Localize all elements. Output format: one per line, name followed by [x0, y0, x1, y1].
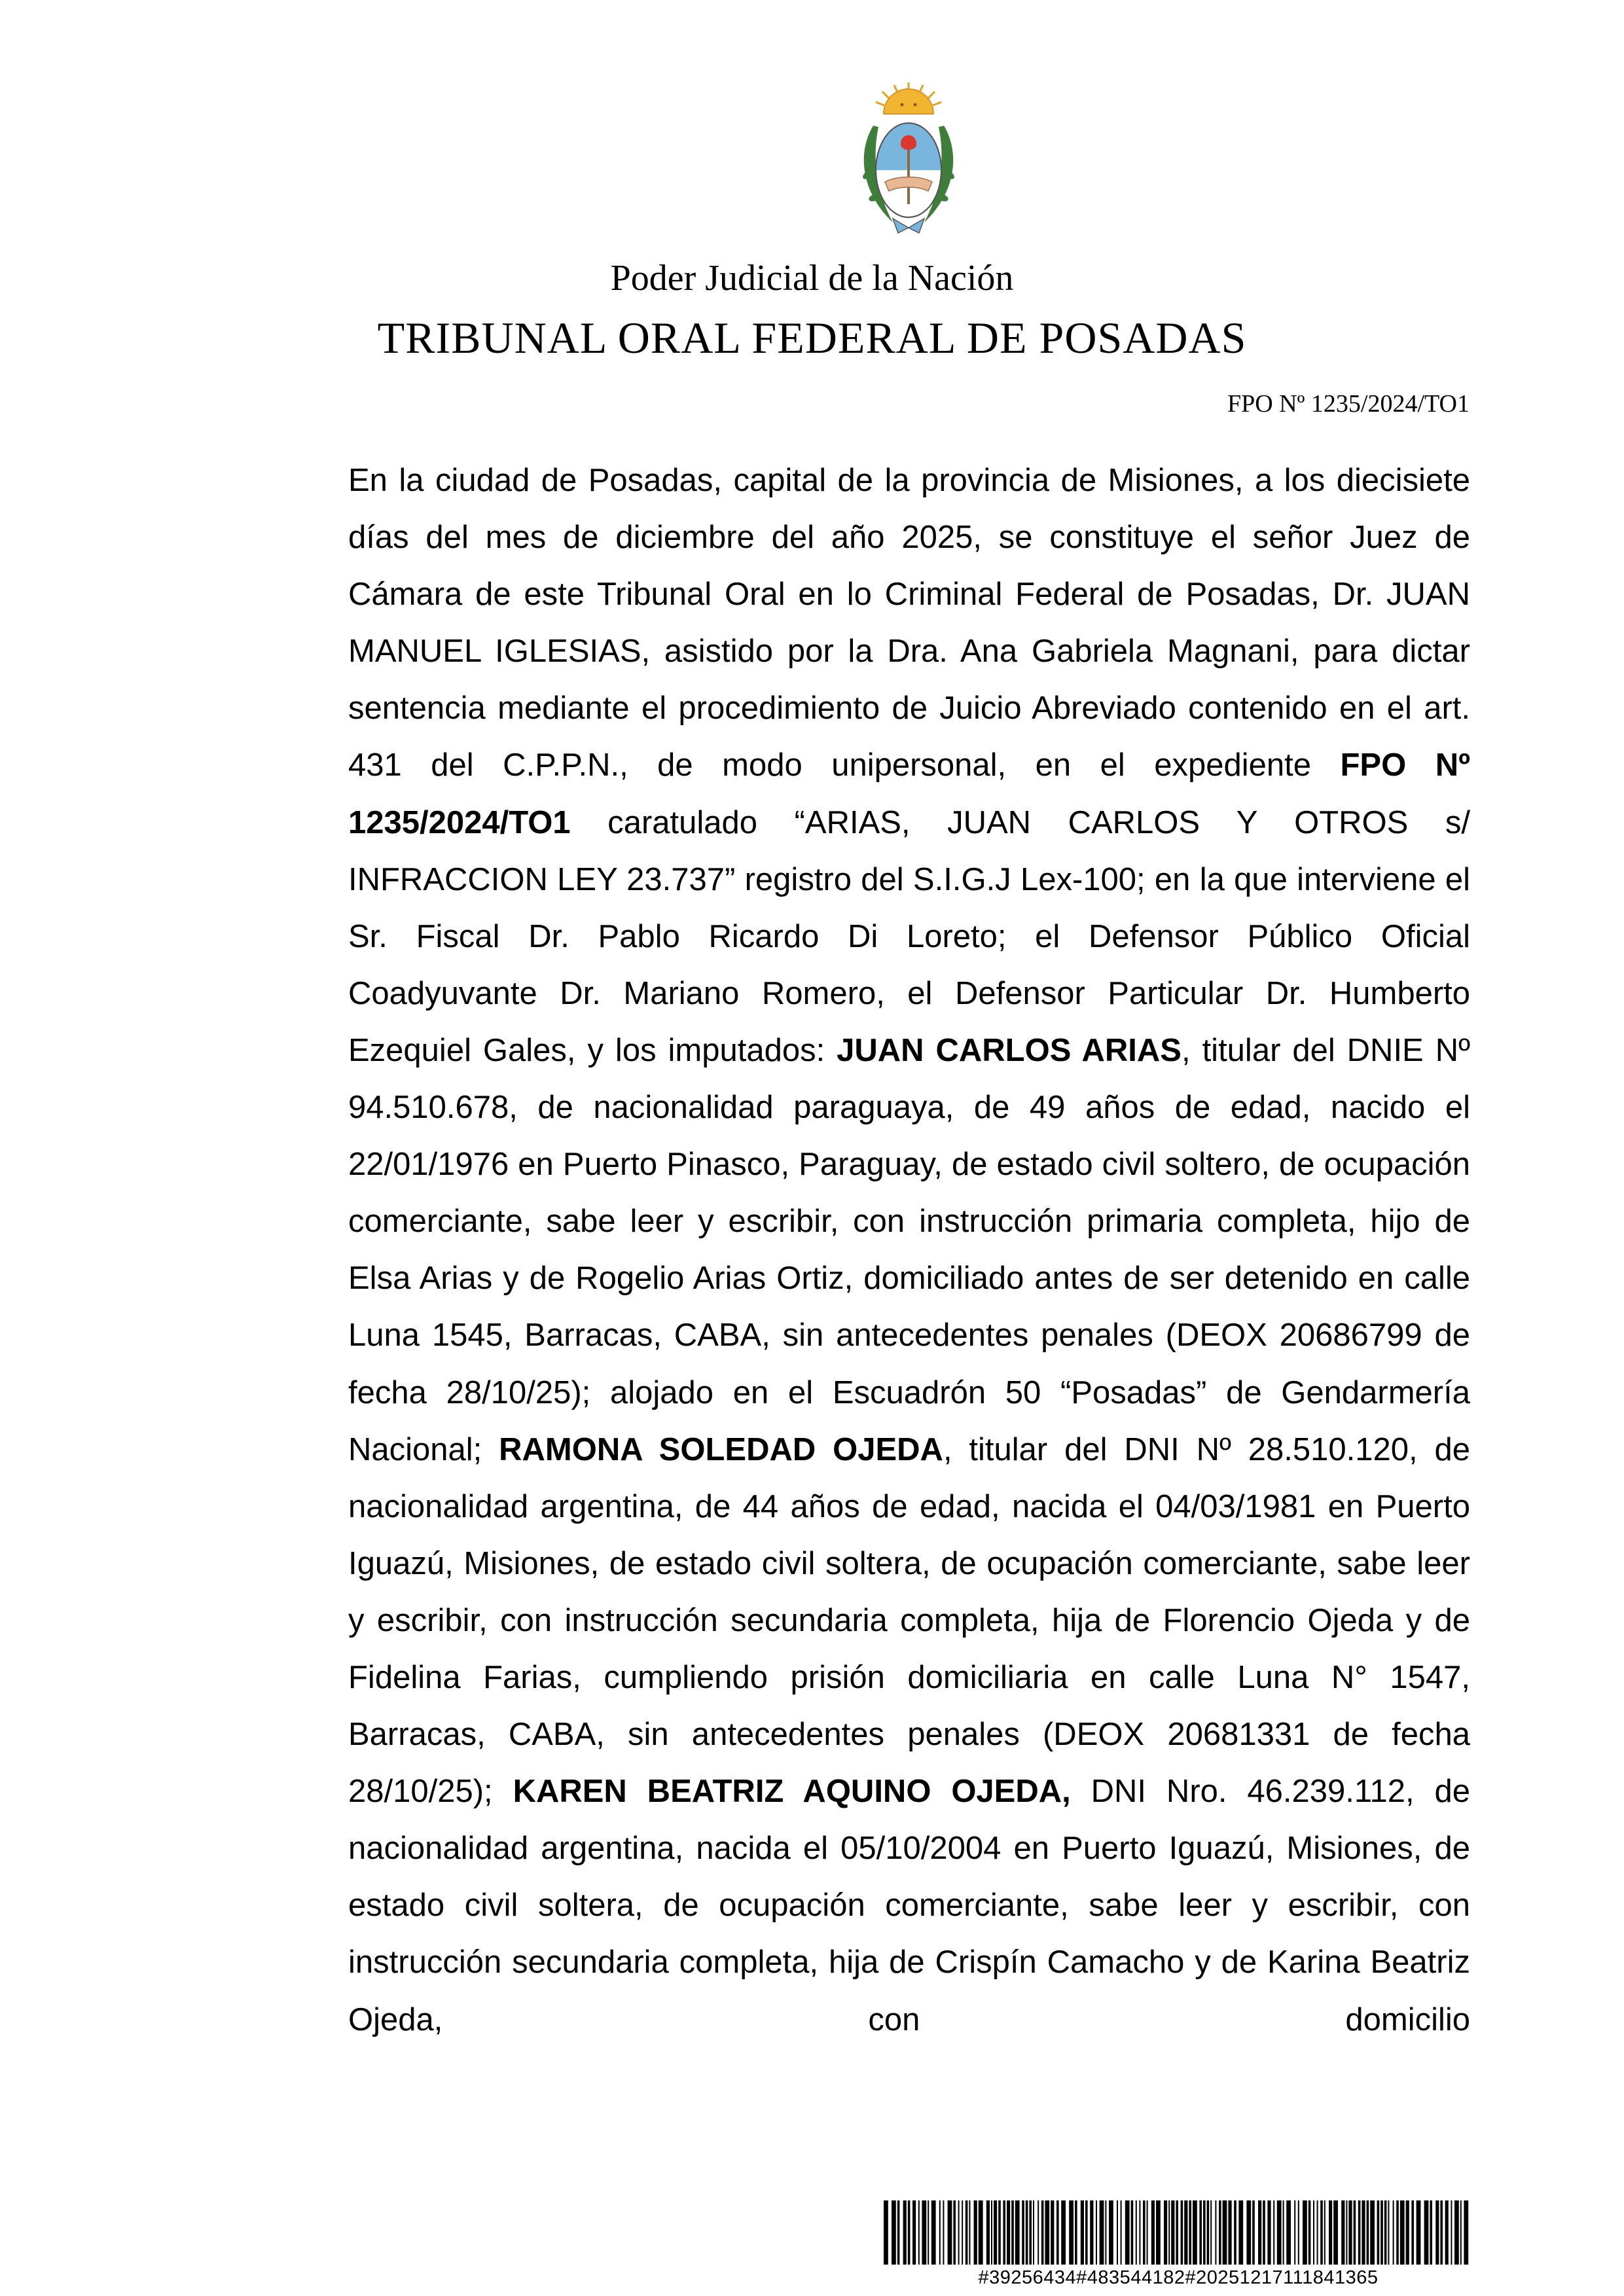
barcode-bar: [1022, 2200, 1024, 2265]
barcode-bar: [1324, 2200, 1326, 2265]
barcode-bar: [1451, 2200, 1452, 2265]
barcode-bar: [1396, 2200, 1399, 2265]
barcode-bar: [1303, 2200, 1307, 2265]
barcode-bar: [1384, 2200, 1387, 2265]
barcode-bar: [1168, 2200, 1170, 2265]
barcode-bar: [1333, 2200, 1338, 2265]
barcode-bar: [1069, 2200, 1074, 2265]
barcode-bar: [1358, 2200, 1361, 2265]
barcode-bar: [939, 2200, 941, 2265]
barcode-bar: [1193, 2200, 1197, 2265]
barcode-bar: [1105, 2200, 1106, 2265]
barcode-bar: [1348, 2200, 1352, 2265]
barcode-bar: [908, 2200, 911, 2265]
barcode-bar: [1435, 2200, 1439, 2265]
barcode-bar: [1283, 2200, 1284, 2265]
defendant-name-bold: JUAN CARLOS ARIAS: [837, 1032, 1182, 1068]
barcode-bar: [1189, 2200, 1191, 2265]
barcode-bar: [1298, 2200, 1299, 2265]
barcode-bar: [962, 2200, 963, 2265]
body-segment: caratulado “ARIAS, JUAN CARLOS Y OTROS s/ INFRACCION LEY 23.737” registro del S.I.G.J Lex-100; en la que interviene el Sr. Fiscal Dr. Pablo Ricardo Di Loreto; el Defensor Público Oficial Coadyuvante Dr. Mariano Romero, el Defensor Particular Dr. Humberto Ezequiel Gales, y los imputados:: [348, 804, 1470, 1068]
body-segment: , titular del DNI Nº 28.510.120, de nacionalidad argentina, de 44 años de edad, nacida el 04/03/1981 en Puerto Iguazú, Misiones, de estado civil soltera, de ocupación comerciante, sabe leer y escribir, con instrucción secundaria completa, hija de Florencio Ojeda y de Fidelina Farias, cumpliendo prisión domiciliaria en calle Luna N° 1547, Barracas, CABA, sin antecedentes penales (DEOX 20681331 de fecha 28/10/25);: [348, 1431, 1471, 1810]
body-segment: En la ciudad de Posadas, capital de la provincia de Misiones, a los diecisiete días del mes de diciembre del año 2025, se constituye el señor Juez de Cámara de este Tribunal Oral en lo Criminal Federal de Posadas, Dr. JUAN MANUEL IGLESIAS, asistido por la Dra. Ana Gabriela Magnani, para dictar sentencia mediante el procedimiento de Juicio Abreviado contenido en el art. 431 del C.P.P.N., de modo unipersonal, en el expediente: [348, 463, 1470, 783]
barcode-bar: [1258, 2200, 1261, 2265]
barcode-bar: [1199, 2200, 1202, 2265]
barcode-bar: [953, 2200, 956, 2265]
barcode-bar: [1454, 2200, 1459, 2265]
barcode-bar: [1011, 2200, 1014, 2265]
barcode-bar: [1215, 2200, 1216, 2265]
barcode-bar: [1100, 2200, 1104, 2265]
barcode-bar: [1440, 2200, 1443, 2265]
barcode-bar: [1406, 2200, 1409, 2265]
barcode-bar: [1075, 2200, 1077, 2265]
barcode-bar: [1026, 2200, 1028, 2265]
barcode-bar: [1219, 2200, 1221, 2265]
ribbon-icon: [893, 219, 924, 233]
barcode-bar: [1273, 2200, 1274, 2265]
shield-icon: [876, 123, 941, 217]
barcode-bar: [1176, 2200, 1178, 2265]
defendant-name-bold: KAREN BEATRIZ AQUINO OJEDA,: [513, 1774, 1071, 1810]
barcode-bar: [931, 2200, 936, 2265]
barcode-bar: [928, 2200, 929, 2265]
barcode-bar: [1143, 2200, 1146, 2265]
barcode-bar: [965, 2200, 968, 2265]
sun-icon: [876, 82, 941, 114]
barcode-bar: [922, 2200, 926, 2265]
barcode-bar: [1207, 2200, 1210, 2265]
barcode-bar: [1354, 2200, 1356, 2265]
barcode-bar: [1136, 2200, 1137, 2265]
barcode-bar: [1033, 2200, 1034, 2265]
barcode-bar: [1377, 2200, 1380, 2265]
barcode-bar: [986, 2200, 990, 2265]
barcode-bar: [1081, 2200, 1084, 2265]
barcode-bar: [1085, 2200, 1088, 2265]
barcode-bar: [979, 2200, 983, 2265]
barcode-bar: [1430, 2200, 1432, 2265]
barcode-bar: [1045, 2200, 1049, 2265]
barcode-bar: [1171, 2200, 1174, 2265]
barcode-bar: [1308, 2200, 1311, 2265]
barcode-bar: [1445, 2200, 1449, 2265]
barcode-bar: [1015, 2200, 1020, 2265]
barcode-bar: [1267, 2200, 1271, 2265]
barcode-bar: [1238, 2200, 1243, 2265]
barcode-bar: [1263, 2200, 1265, 2265]
barcode-bar: [1341, 2200, 1344, 2265]
barcode-bar: [991, 2200, 992, 2265]
barcode-bar: [903, 2200, 907, 2265]
barcode-bar: [884, 2200, 888, 2265]
barcode-bar: [1061, 2200, 1066, 2265]
barcode-bar: [1380, 2200, 1383, 2265]
barcode-bar: [1367, 2200, 1369, 2265]
barcode-bar: [1038, 2200, 1039, 2265]
barcode-bar: [1388, 2200, 1389, 2265]
barcode-number: #39256434#483544182#20251217111841365: [978, 2267, 1379, 2288]
barcode-bar: [1090, 2200, 1093, 2265]
barcode-bar: [1051, 2200, 1054, 2265]
barcode-bar: [1277, 2200, 1282, 2265]
barcode-icon: [884, 2200, 1473, 2265]
barcode-bar: [1416, 2200, 1421, 2265]
barcode-bar: [1393, 2200, 1394, 2265]
case-number-bold: FPO Nº 1235/2024/TO1: [348, 747, 1470, 840]
body-segment: DNI Nro. 46.239.112, de nacionalidad argentina, nacida el 05/10/2004 en Puerto Iguazú, Misiones, de estado civil soltera, de ocupación comerciante, sabe leer y escribir, con instrucción secundaria completa, hija de Crispín Camacho y de Karina Beatriz Ojeda, con domicilio: [348, 1774, 1470, 2037]
barcode-bar: [1252, 2200, 1255, 2265]
barcode-bar: [1424, 2200, 1429, 2265]
court-name: TRIBUNAL ORAL FEDERAL DE POSADAS: [377, 313, 1247, 363]
defendant-name-bold: RAMONA SOLEDAD OJEDA: [499, 1431, 943, 1467]
barcode-bar: [1184, 2200, 1187, 2265]
barcode-bar: [892, 2200, 896, 2265]
barcode-bar: [969, 2200, 970, 2265]
barcode-bar: [1121, 2200, 1122, 2265]
barcode-bar: [1007, 2200, 1010, 2265]
barcode-bar: [918, 2200, 920, 2265]
barcode-bar: [1370, 2200, 1375, 2265]
barcode-bar: [1320, 2200, 1323, 2265]
barcode-bar: [1096, 2200, 1097, 2265]
barcode-bar: [1117, 2200, 1118, 2265]
barcode-bar: [1029, 2200, 1032, 2265]
barcode-bar: [994, 2200, 997, 2265]
barcode-bar: [1164, 2200, 1167, 2265]
barcode-bar: [912, 2200, 916, 2265]
barcode-bar: [998, 2200, 1001, 2265]
barcode-bar: [1234, 2200, 1236, 2265]
coat-of-arms-argentina-icon: [854, 80, 964, 237]
barcode-bar: [1147, 2200, 1148, 2265]
barcode-bar: [1210, 2200, 1212, 2265]
barcode-bar: [1464, 2200, 1468, 2265]
barcode-bar: [1056, 2200, 1059, 2265]
barcode-bar: [1156, 2200, 1161, 2265]
barcode-bar: [1109, 2200, 1113, 2265]
barcode-bar: [1041, 2200, 1044, 2265]
barcode-bar: [1362, 2200, 1365, 2265]
barcode-bar: [1411, 2200, 1414, 2265]
barcode-bar: [974, 2200, 977, 2265]
sentence-body: [348, 452, 1470, 2049]
barcode-bar: [1246, 2200, 1251, 2265]
barcode-bar: [1400, 2200, 1405, 2265]
barcode-bar: [1313, 2200, 1314, 2265]
barcode-bar: [1223, 2200, 1227, 2265]
barcode-bar: [1181, 2200, 1183, 2265]
barcode-bar: [1317, 2200, 1318, 2265]
barcode-bar: [1286, 2200, 1291, 2265]
barcode-bar: [1294, 2200, 1295, 2265]
barcode-bar: [948, 2200, 952, 2265]
barcode-bar: [1139, 2200, 1140, 2265]
body-segment: , titular del DNIE Nº 94.510.678, de nacionalidad paraguaya, de 49 años de edad, nacido el 22/01/1976 en Puerto Pinasco, Paraguay, de estado civil soltero, de ocupación comerciante, sabe leer y escribir, con instrucción primaria completa, hijo de Elsa Arias y de Rogelio Arias Ortiz, domiciliado antes de ser detenido en calle Luna 1545, Barracas, CABA, sin antecedentes penales (DEOX 20686799 de fecha 28/10/25); alojado en el Escuadrón 50 “Posadas” de Gendarmería Nacional;: [348, 1032, 1470, 1467]
barcode-bar: [1125, 2200, 1130, 2265]
barcode-bar: [1131, 2200, 1134, 2265]
barcode-bar: [1151, 2200, 1155, 2265]
barcode-bar: [1003, 2200, 1005, 2265]
barcode-bar: [1203, 2200, 1206, 2265]
barcode-bar: [1329, 2200, 1332, 2265]
barcode-bar: [943, 2200, 944, 2265]
barcode-bar: [958, 2200, 960, 2265]
barcode-bar: [1228, 2200, 1231, 2265]
case-reference: FPO Nº 1235/2024/TO1: [1227, 390, 1470, 418]
institution-name: Poder Judicial de la Nación: [610, 258, 1014, 298]
barcode-bar: [1346, 2200, 1347, 2265]
barcode-bar: [897, 2200, 900, 2265]
barcode-bar: [1460, 2200, 1462, 2265]
